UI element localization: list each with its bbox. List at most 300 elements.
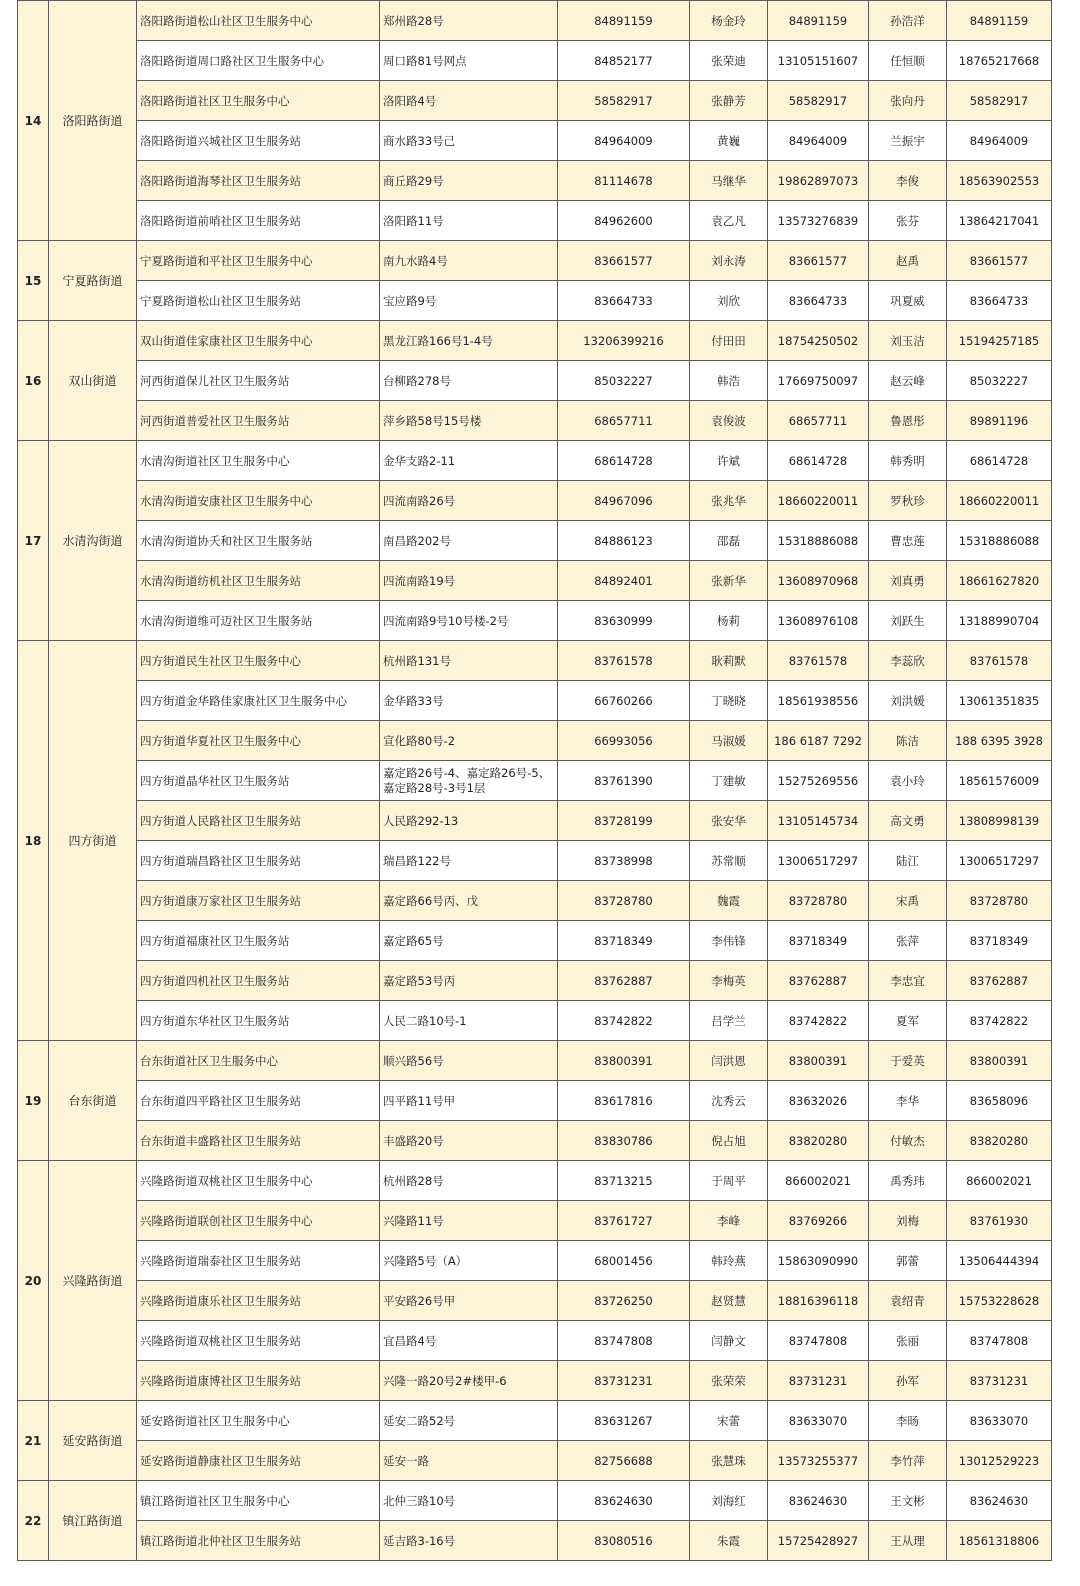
contact-2-phone: 83658096	[947, 1081, 1052, 1121]
street-name: 水清沟街道	[49, 441, 137, 641]
address: 商水路33号己	[380, 121, 558, 161]
address: 南昌路202号	[380, 521, 558, 561]
contact-1-phone: 13573255377	[768, 1441, 869, 1481]
contact-1-phone: 13105151607	[768, 41, 869, 81]
contact-1-name: 苏常顺	[690, 841, 768, 881]
center-phone: 84891159	[558, 1, 690, 41]
center-name: 河西街道保儿社区卫生服务站	[137, 361, 380, 401]
center-name: 兴隆路街道联创社区卫生服务中心	[137, 1201, 380, 1241]
center-phone: 83762887	[558, 961, 690, 1001]
contact-2-phone: 13808998139	[947, 801, 1052, 841]
address: 四流南路9号10号楼-2号	[380, 601, 558, 641]
contact-2-phone: 83747808	[947, 1321, 1052, 1361]
center-phone: 68614728	[558, 441, 690, 481]
street-name: 兴隆路街道	[49, 1161, 137, 1401]
contact-1-phone: 18660220011	[768, 481, 869, 521]
contact-1-name: 许斌	[690, 441, 768, 481]
address: 金华路33号	[380, 681, 558, 721]
table-row	[18, 41, 1052, 81]
center-phone: 66993056	[558, 721, 690, 761]
contact-2-name: 张芬	[869, 201, 947, 241]
contact-1-name: 张荣荣	[690, 1361, 768, 1401]
center-name: 四方街道东华社区卫生服务站	[137, 1001, 380, 1041]
center-name: 四方街道福康社区卫生服务站	[137, 921, 380, 961]
contact-1-phone: 83633070	[768, 1401, 869, 1441]
contact-2-phone: 83742822	[947, 1001, 1052, 1041]
address: 顺兴路56号	[380, 1041, 558, 1081]
contact-2-name: 刘跃生	[869, 601, 947, 641]
contact-1-name: 杨金玲	[690, 1, 768, 41]
contact-2-phone: 58582917	[947, 81, 1052, 121]
contact-1-phone: 13573276839	[768, 201, 869, 241]
center-name: 镇江路街道北仲社区卫生服务站	[137, 1521, 380, 1561]
contact-1-name: 袁乙凡	[690, 201, 768, 241]
address: 嘉定路66号丙、戊	[380, 881, 558, 921]
address: 嘉定路26号-4、嘉定路26号-5、嘉定路28号-3号1层	[380, 761, 558, 801]
contact-1-name: 吕学兰	[690, 1001, 768, 1041]
center-phone: 83747808	[558, 1321, 690, 1361]
center-phone: 83726250	[558, 1281, 690, 1321]
address: 北仲三路10号	[380, 1481, 558, 1521]
contact-2-phone: 18561576009	[947, 761, 1052, 801]
contact-1-phone: 186 6187 7292	[768, 721, 869, 761]
center-name: 水清沟街道社区卫生服务中心	[137, 441, 380, 481]
table-row	[18, 1441, 1052, 1481]
contact-2-phone: 83762887	[947, 961, 1052, 1001]
contact-2-phone: 84964009	[947, 121, 1052, 161]
contact-1-name: 李梅英	[690, 961, 768, 1001]
table-row	[18, 1281, 1052, 1321]
contact-2-name: 李忠宜	[869, 961, 947, 1001]
contact-1-phone: 866002021	[768, 1161, 869, 1201]
contact-1-name: 邵磊	[690, 521, 768, 561]
group-number: 20	[18, 1161, 49, 1401]
center-phone: 84962600	[558, 201, 690, 241]
contact-1-name: 丁建敏	[690, 761, 768, 801]
table-row	[18, 761, 1052, 801]
address: 杭州路28号	[380, 1161, 558, 1201]
contact-2-name: 韩秀明	[869, 441, 947, 481]
center-phone: 58582917	[558, 81, 690, 121]
center-name: 台东街道丰盛路社区卫生服务站	[137, 1121, 380, 1161]
contact-2-phone: 89891196	[947, 401, 1052, 441]
center-name: 洛阳路街道兴城社区卫生服务站	[137, 121, 380, 161]
contact-2-phone: 83800391	[947, 1041, 1052, 1081]
contact-1-phone: 83762887	[768, 961, 869, 1001]
contact-2-name: 刘梅	[869, 1201, 947, 1241]
center-phone: 68657711	[558, 401, 690, 441]
center-name: 宁夏路街道松山社区卫生服务站	[137, 281, 380, 321]
address: 兴隆路11号	[380, 1201, 558, 1241]
contact-2-name: 孙浩洋	[869, 1, 947, 41]
street-name: 台东街道	[49, 1041, 137, 1161]
table-row	[18, 321, 1052, 361]
center-phone: 83761727	[558, 1201, 690, 1241]
contact-2-name: 张萍	[869, 921, 947, 961]
contact-1-phone: 15725428927	[768, 1521, 869, 1561]
table-row	[18, 1321, 1052, 1361]
contact-1-name: 马淑媛	[690, 721, 768, 761]
center-phone: 68001456	[558, 1241, 690, 1281]
table-row	[18, 1041, 1052, 1081]
center-name: 宁夏路街道和平社区卫生服务中心	[137, 241, 380, 281]
contact-1-name: 沈秀云	[690, 1081, 768, 1121]
table-row	[18, 401, 1052, 441]
address: 洛阳路11号	[380, 201, 558, 241]
center-phone: 83800391	[558, 1041, 690, 1081]
contact-2-phone: 15194257185	[947, 321, 1052, 361]
center-phone: 83761390	[558, 761, 690, 801]
contact-2-name: 刘洪媛	[869, 681, 947, 721]
table-row	[18, 1121, 1052, 1161]
contact-1-phone: 83731231	[768, 1361, 869, 1401]
table-row	[18, 281, 1052, 321]
address: 人民二路10号-1	[380, 1001, 558, 1041]
address: 嘉定路65号	[380, 921, 558, 961]
center-name: 水清沟街道纺机社区卫生服务站	[137, 561, 380, 601]
contact-1-phone: 15863090990	[768, 1241, 869, 1281]
contact-1-name: 倪占旭	[690, 1121, 768, 1161]
contact-2-phone: 83731231	[947, 1361, 1052, 1401]
contact-2-name: 赵云峰	[869, 361, 947, 401]
center-name: 兴隆路街道康乐社区卫生服务站	[137, 1281, 380, 1321]
contact-2-phone: 83718349	[947, 921, 1052, 961]
contact-2-name: 李俊	[869, 161, 947, 201]
center-name: 洛阳路街道前哨社区卫生服务站	[137, 201, 380, 241]
table-row	[18, 121, 1052, 161]
table-row	[18, 921, 1052, 961]
center-phone: 83661577	[558, 241, 690, 281]
center-name: 兴隆路街道瑞泰社区卫生服务站	[137, 1241, 380, 1281]
center-phone: 83080516	[558, 1521, 690, 1561]
contact-2-name: 袁小玲	[869, 761, 947, 801]
contact-1-phone: 68614728	[768, 441, 869, 481]
center-phone: 83728780	[558, 881, 690, 921]
contact-2-phone: 13506444394	[947, 1241, 1052, 1281]
street-name: 洛阳路街道	[49, 1, 137, 241]
table-row	[18, 881, 1052, 921]
center-name: 延安路街道静康社区卫生服务站	[137, 1441, 380, 1481]
contact-1-phone: 13006517297	[768, 841, 869, 881]
table-row	[18, 801, 1052, 841]
contact-2-phone: 83624630	[947, 1481, 1052, 1521]
center-phone: 83631267	[558, 1401, 690, 1441]
contact-1-phone: 15275269556	[768, 761, 869, 801]
center-name: 四方街道人民路社区卫生服务站	[137, 801, 380, 841]
table-row	[18, 481, 1052, 521]
contact-2-phone: 83661577	[947, 241, 1052, 281]
contact-2-name: 王文彬	[869, 1481, 947, 1521]
table-row	[18, 1, 1052, 41]
contact-2-phone: 13006517297	[947, 841, 1052, 881]
contact-1-name: 付田田	[690, 321, 768, 361]
center-phone: 83731231	[558, 1361, 690, 1401]
center-phone: 83617816	[558, 1081, 690, 1121]
center-name: 兴隆路街道双桃社区卫生服务站	[137, 1321, 380, 1361]
contact-1-phone: 18816396118	[768, 1281, 869, 1321]
table-row	[18, 1401, 1052, 1441]
health-center-table	[17, 0, 1052, 1561]
contact-2-phone: 85032227	[947, 361, 1052, 401]
center-name: 延安路街道社区卫生服务中心	[137, 1401, 380, 1441]
center-phone: 85032227	[558, 361, 690, 401]
contact-1-phone: 13608976108	[768, 601, 869, 641]
contact-1-phone: 84891159	[768, 1, 869, 41]
contact-2-name: 夏军	[869, 1001, 947, 1041]
contact-2-phone: 83761930	[947, 1201, 1052, 1241]
group-number: 14	[18, 1, 49, 241]
contact-1-phone: 83664733	[768, 281, 869, 321]
table-row	[18, 841, 1052, 881]
table-row	[18, 441, 1052, 481]
center-name: 洛阳路街道社区卫生服务中心	[137, 81, 380, 121]
contact-2-phone: 13188990704	[947, 601, 1052, 641]
contact-1-name: 张荣迪	[690, 41, 768, 81]
street-name: 延安路街道	[49, 1401, 137, 1481]
center-name: 四方街道康万家社区卫生服务站	[137, 881, 380, 921]
center-phone: 83761578	[558, 641, 690, 681]
address: 宜昌路4号	[380, 1321, 558, 1361]
table-row	[18, 1201, 1052, 1241]
contact-2-name: 兰振宇	[869, 121, 947, 161]
contact-2-name: 陆江	[869, 841, 947, 881]
table-row	[18, 161, 1052, 201]
contact-1-name: 张安华	[690, 801, 768, 841]
contact-1-name: 于周平	[690, 1161, 768, 1201]
contact-1-name: 朱霞	[690, 1521, 768, 1561]
contact-1-name: 宋蕾	[690, 1401, 768, 1441]
center-phone: 81114678	[558, 161, 690, 201]
address: 平安路26号甲	[380, 1281, 558, 1321]
contact-1-phone: 83742822	[768, 1001, 869, 1041]
contact-2-phone: 83761578	[947, 641, 1052, 681]
table-row	[18, 201, 1052, 241]
table-row	[18, 521, 1052, 561]
center-name: 四方街道华夏社区卫生服务中心	[137, 721, 380, 761]
contact-2-name: 李华	[869, 1081, 947, 1121]
contact-2-phone: 83820280	[947, 1121, 1052, 1161]
center-name: 四方街道四机社区卫生服务站	[137, 961, 380, 1001]
address: 商丘路29号	[380, 161, 558, 201]
contact-2-name: 罗秋珍	[869, 481, 947, 521]
contact-2-phone: 13864217041	[947, 201, 1052, 241]
contact-2-phone: 866002021	[947, 1161, 1052, 1201]
group-number: 22	[18, 1481, 49, 1561]
contact-2-phone: 18765217668	[947, 41, 1052, 81]
contact-2-name: 赵禹	[869, 241, 947, 281]
contact-1-name: 闫洪恩	[690, 1041, 768, 1081]
center-name: 兴隆路街道康博社区卫生服务站	[137, 1361, 380, 1401]
group-number: 15	[18, 241, 49, 321]
center-phone: 84852177	[558, 41, 690, 81]
contact-1-phone: 15318886088	[768, 521, 869, 561]
contact-1-name: 杨莉	[690, 601, 768, 641]
contact-2-name: 张丽	[869, 1321, 947, 1361]
contact-1-phone: 18754250502	[768, 321, 869, 361]
contact-2-name: 任恒顺	[869, 41, 947, 81]
contact-2-phone: 18660220011	[947, 481, 1052, 521]
contact-2-phone: 18561318806	[947, 1521, 1052, 1561]
center-name: 水清沟街道协夭和社区卫生服务站	[137, 521, 380, 561]
contact-2-name: 于爱英	[869, 1041, 947, 1081]
center-phone: 83738998	[558, 841, 690, 881]
address: 郑州路28号	[380, 1, 558, 41]
center-phone: 83728199	[558, 801, 690, 841]
contact-2-name: 鲁恩彤	[869, 401, 947, 441]
table-row	[18, 681, 1052, 721]
contact-1-phone: 83747808	[768, 1321, 869, 1361]
contact-2-phone: 83633070	[947, 1401, 1052, 1441]
table-row	[18, 961, 1052, 1001]
contact-2-phone: 13012529223	[947, 1441, 1052, 1481]
contact-1-phone: 18561938556	[768, 681, 869, 721]
contact-2-name: 郭蕾	[869, 1241, 947, 1281]
contact-2-name: 张向丹	[869, 81, 947, 121]
center-phone: 83718349	[558, 921, 690, 961]
contact-2-name: 李旸	[869, 1401, 947, 1441]
address: 周口路81号网点	[380, 41, 558, 81]
center-phone: 84967096	[558, 481, 690, 521]
center-phone: 82756688	[558, 1441, 690, 1481]
center-name: 四方街道金华路佳家康社区卫生服务中心	[137, 681, 380, 721]
contact-2-name: 袁绍青	[869, 1281, 947, 1321]
address: 台柳路278号	[380, 361, 558, 401]
contact-1-phone: 83728780	[768, 881, 869, 921]
center-phone: 83742822	[558, 1001, 690, 1041]
contact-2-name: 王从理	[869, 1521, 947, 1561]
contact-1-phone: 83718349	[768, 921, 869, 961]
contact-2-name: 禹秀玮	[869, 1161, 947, 1201]
center-phone: 84964009	[558, 121, 690, 161]
group-number: 17	[18, 441, 49, 641]
contact-2-name: 刘真勇	[869, 561, 947, 601]
address: 宣化路80号-2	[380, 721, 558, 761]
table-body	[18, 1, 1052, 1561]
table-row	[18, 561, 1052, 601]
contact-2-phone: 83664733	[947, 281, 1052, 321]
contact-1-name: 刘欣	[690, 281, 768, 321]
table-row	[18, 721, 1052, 761]
contact-2-name: 宋禹	[869, 881, 947, 921]
center-name: 台东街道社区卫生服务中心	[137, 1041, 380, 1081]
address: 南九水路4号	[380, 241, 558, 281]
center-name: 台东街道四平路社区卫生服务站	[137, 1081, 380, 1121]
address: 四流南路26号	[380, 481, 558, 521]
center-name: 四方街道晶华社区卫生服务站	[137, 761, 380, 801]
contact-1-phone: 83820280	[768, 1121, 869, 1161]
table-row	[18, 641, 1052, 681]
contact-1-name: 赵贤慧	[690, 1281, 768, 1321]
contact-2-phone: 84891159	[947, 1, 1052, 41]
address: 人民路292-13	[380, 801, 558, 841]
center-name: 双山街道佳家康社区卫生服务中心	[137, 321, 380, 361]
address: 延安二路52号	[380, 1401, 558, 1441]
table-row	[18, 1521, 1052, 1561]
contact-1-phone: 19862897073	[768, 161, 869, 201]
contact-1-phone: 68657711	[768, 401, 869, 441]
contact-2-name: 李蕊欣	[869, 641, 947, 681]
contact-2-name: 高文勇	[869, 801, 947, 841]
contact-1-phone: 83624630	[768, 1481, 869, 1521]
contact-1-phone: 83769266	[768, 1201, 869, 1241]
center-phone: 83630999	[558, 601, 690, 641]
contact-1-name: 刘海红	[690, 1481, 768, 1521]
table-row	[18, 1001, 1052, 1041]
contact-2-phone: 18661627820	[947, 561, 1052, 601]
center-phone: 84892401	[558, 561, 690, 601]
center-phone: 66760266	[558, 681, 690, 721]
contact-1-phone: 58582917	[768, 81, 869, 121]
contact-2-name: 李竹萍	[869, 1441, 947, 1481]
contact-2-name: 孙军	[869, 1361, 947, 1401]
contact-2-phone: 188 6395 3928	[947, 721, 1052, 761]
center-phone: 84886123	[558, 521, 690, 561]
table-row	[18, 1081, 1052, 1121]
contact-2-phone: 15318886088	[947, 521, 1052, 561]
contact-1-phone: 83632026	[768, 1081, 869, 1121]
address: 金华支路2-11	[380, 441, 558, 481]
address: 兴隆一路20号2#楼甲-6	[380, 1361, 558, 1401]
contact-1-name: 袁俊波	[690, 401, 768, 441]
address: 黑龙江路166号1-4号	[380, 321, 558, 361]
center-name: 洛阳路街道松山社区卫生服务中心	[137, 1, 380, 41]
contact-2-name: 刘玉洁	[869, 321, 947, 361]
contact-1-phone: 84964009	[768, 121, 869, 161]
center-name: 河西街道普爱社区卫生服务站	[137, 401, 380, 441]
contact-1-name: 张新华	[690, 561, 768, 601]
contact-1-name: 闫静文	[690, 1321, 768, 1361]
address: 四平路11号甲	[380, 1081, 558, 1121]
center-phone: 13206399216	[558, 321, 690, 361]
address: 宝应路9号	[380, 281, 558, 321]
center-name: 水清沟街道维可迈社区卫生服务站	[137, 601, 380, 641]
table-row	[18, 1361, 1052, 1401]
contact-1-name: 耿莉默	[690, 641, 768, 681]
center-name: 洛阳路街道周口路社区卫生服务中心	[137, 41, 380, 81]
group-number: 19	[18, 1041, 49, 1161]
address: 延吉路3-16号	[380, 1521, 558, 1561]
contact-1-phone: 83800391	[768, 1041, 869, 1081]
contact-1-name: 张静芳	[690, 81, 768, 121]
table-row	[18, 241, 1052, 281]
street-name: 镇江路街道	[49, 1481, 137, 1561]
contact-2-phone: 83728780	[947, 881, 1052, 921]
address: 萍乡路58号15号楼	[380, 401, 558, 441]
contact-2-phone: 68614728	[947, 441, 1052, 481]
group-number: 21	[18, 1401, 49, 1481]
contact-2-name: 陈洁	[869, 721, 947, 761]
contact-2-phone: 15753228628	[947, 1281, 1052, 1321]
table-row	[18, 1481, 1052, 1521]
address: 丰盛路20号	[380, 1121, 558, 1161]
center-phone: 83624630	[558, 1481, 690, 1521]
contact-1-name: 李峰	[690, 1201, 768, 1241]
table-row	[18, 601, 1052, 641]
contact-2-name: 巩夏威	[869, 281, 947, 321]
table-row	[18, 1241, 1052, 1281]
group-number: 18	[18, 641, 49, 1041]
contact-1-phone: 13105145734	[768, 801, 869, 841]
contact-1-name: 韩玲燕	[690, 1241, 768, 1281]
contact-1-name: 李伟锋	[690, 921, 768, 961]
table-row	[18, 361, 1052, 401]
contact-2-name: 曹忠莲	[869, 521, 947, 561]
street-name: 双山街道	[49, 321, 137, 441]
contact-1-name: 丁晓晓	[690, 681, 768, 721]
address: 洛阳路4号	[380, 81, 558, 121]
center-phone: 83713215	[558, 1161, 690, 1201]
center-name: 水清沟街道安康社区卫生服务中心	[137, 481, 380, 521]
